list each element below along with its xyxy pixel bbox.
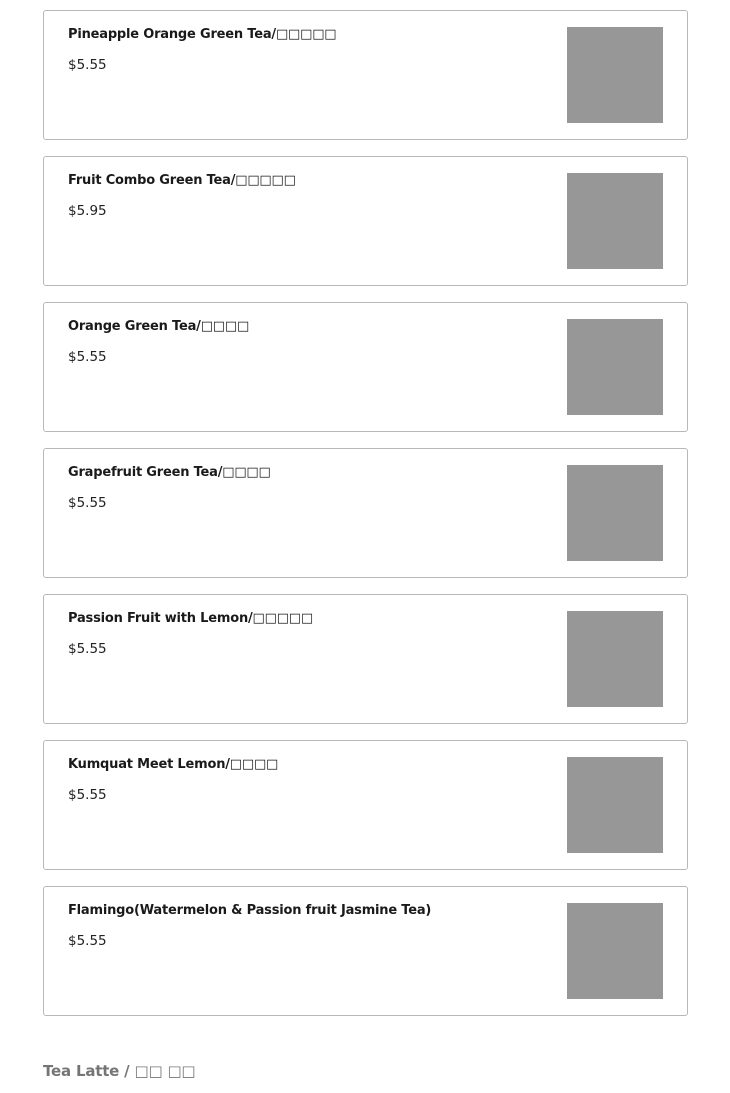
menu-item-name: Kumquat Meet Lemon/□□□□ — [68, 757, 279, 772]
menu-item-name: Pineapple Orange Green Tea/□□□□□ — [68, 27, 337, 42]
menu-item-price: $5.55 — [68, 495, 107, 511]
menu-item-price: $5.55 — [68, 641, 107, 657]
menu-item-price: $5.95 — [68, 203, 107, 219]
menu-item-image-placeholder — [567, 757, 663, 853]
section-title-tea-latte: Tea Latte / □□ □□ — [43, 1062, 196, 1080]
menu-item-image-placeholder — [567, 27, 663, 123]
menu-item-list — [43, 10, 688, 1032]
menu-item-name: Orange Green Tea/□□□□ — [68, 319, 250, 334]
menu-item-card[interactable] — [43, 302, 688, 432]
menu-item-image-placeholder — [567, 611, 663, 707]
menu-item-name: Flamingo(Watermelon & Passion fruit Jasmine Tea) — [68, 903, 432, 918]
menu-item-card[interactable] — [43, 156, 688, 286]
menu-item-image-placeholder — [567, 319, 663, 415]
menu-item-card[interactable] — [43, 10, 688, 140]
menu-item-card[interactable] — [43, 448, 688, 578]
menu-item-price: $5.55 — [68, 349, 107, 365]
menu-item-image-placeholder — [567, 173, 663, 269]
menu-item-image-placeholder — [567, 903, 663, 999]
menu-item-name: Fruit Combo Green Tea/□□□□□ — [68, 173, 296, 188]
menu-item-name: Grapefruit Green Tea/□□□□ — [68, 465, 271, 480]
menu-item-name: Passion Fruit with Lemon/□□□□□ — [68, 611, 313, 626]
menu-item-image-placeholder — [567, 465, 663, 561]
menu-item-price: $5.55 — [68, 787, 107, 803]
menu-item-price: $5.55 — [68, 933, 107, 949]
menu-item-price: $5.55 — [68, 57, 107, 73]
menu-item-card[interactable] — [43, 886, 688, 1016]
menu-item-card[interactable] — [43, 594, 688, 724]
menu-item-card[interactable] — [43, 740, 688, 870]
